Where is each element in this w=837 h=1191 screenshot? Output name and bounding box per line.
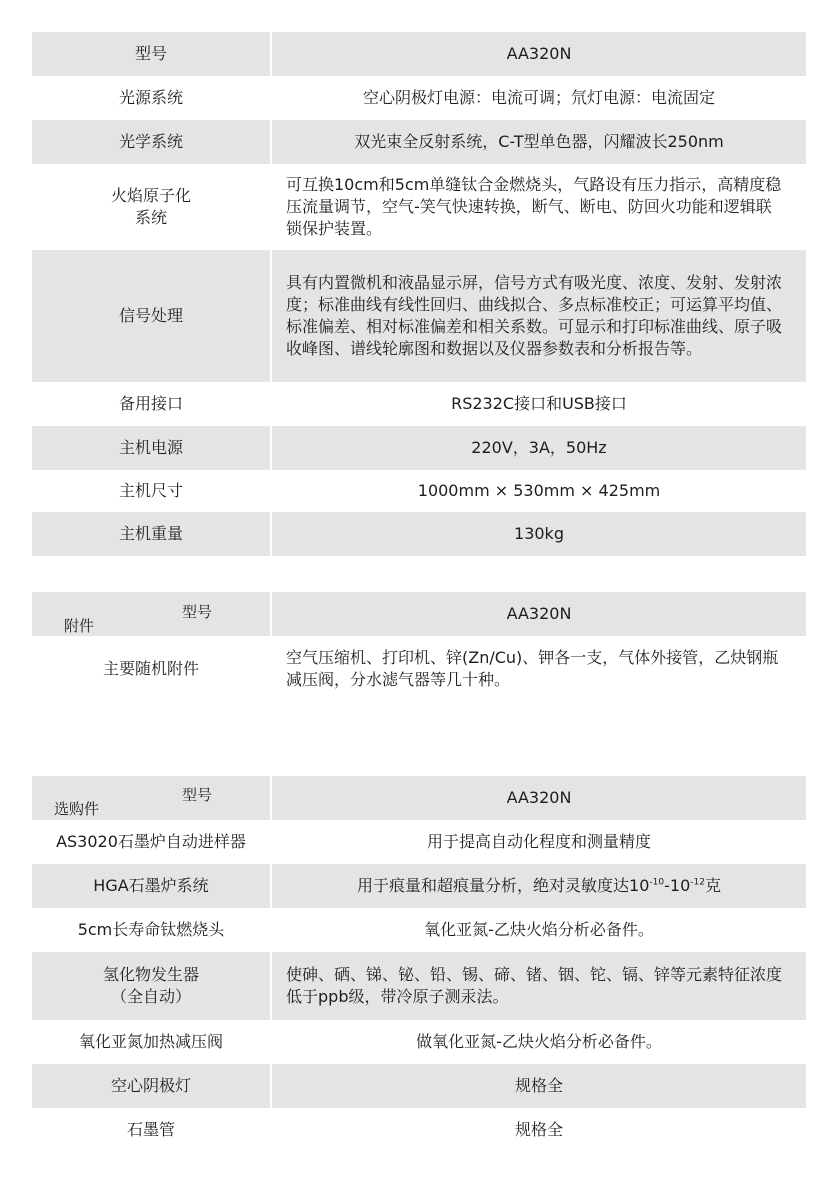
table-row [32, 908, 806, 952]
row-value: 1000mm × 530mm × 425mm [417, 481, 661, 500]
value-text: -10 [664, 876, 691, 895]
table-row [32, 382, 806, 426]
row-label: 石墨管 [126, 1120, 175, 1139]
row-value: 空心阴极灯电源：电流可调；氘灯电源：电流固定 [362, 88, 715, 107]
row-label: 型号 [134, 44, 167, 63]
row-label: 主机重量 [118, 524, 183, 543]
row-value: 氧化亚氮-乙炔火焰分析必备件。 [424, 920, 654, 939]
row-value: 做氧化亚氮-乙炔火焰分析必备件。 [416, 1032, 662, 1051]
row-value: 空气压缩机、打印机、锌(Zn/Cu)、钾各一支，气体外接管，乙炔钢瓶减压阀，分水滤气器等几十种。 [286, 648, 779, 689]
row-label: AS3020石墨炉自动进样器 [56, 832, 246, 851]
table-row [32, 1020, 806, 1064]
table-row [32, 250, 806, 382]
table-row [32, 426, 806, 470]
row-label: HGA石墨炉系统 [93, 876, 209, 895]
header-value: AA320N [506, 788, 572, 807]
table-header-row [32, 592, 806, 636]
row-label: 氢化物发生器 （全自动） [102, 965, 199, 1006]
value-text: 用于痕量和超痕量分析，绝对灵敏度达10 [357, 876, 650, 895]
row-label: 氧化亚氮加热减压阀 [78, 1032, 223, 1051]
row-value: 规格全 [514, 1076, 563, 1095]
value-text: 克 [704, 876, 721, 895]
row-label: 光源系统 [118, 88, 183, 107]
row-value [272, 875, 806, 897]
table-row [32, 636, 806, 702]
row-label: 信号处理 [118, 306, 183, 325]
corner-header-bottom: 选购件 [54, 800, 100, 818]
row-value: 规格全 [514, 1120, 563, 1139]
corner-header-top: 型号 [182, 603, 213, 621]
exponent: -12 [690, 877, 705, 888]
corner-header-bottom: 附件 [64, 617, 95, 635]
corner-header [32, 592, 270, 636]
optional-table [32, 776, 806, 1152]
table-row [32, 512, 806, 556]
row-value: 可互换10cm和5cm单缝钛合金燃烧头，气路设有压力指示，高精度稳压流量调节，空气-笑气快速转换，断气、断电、防回火功能和逻辑联锁保护装置。 [286, 175, 782, 238]
header-value: AA320N [506, 604, 572, 623]
row-value: 具有内置微机和液晶显示屏，信号方式有吸光度、浓度、发射、发射浓度；标准曲线有线性回归、曲线拟合、多点标准校正；可运算平均值、标准偏差、相对标准偏差和相关系数。可显示和打印标准曲线、原子吸收峰图、谱线轮廓图和数据以及仪器参数表和分析报告等。 [286, 273, 783, 358]
row-label: 光学系统 [118, 132, 183, 151]
row-label: 备用接口 [118, 394, 183, 413]
row-value: 使砷、硒、锑、铋、铅、锡、碲、锗、铟、铊、镉、锌等元素特征浓度低于ppb级，带冷原子测汞法。 [286, 965, 783, 1006]
accessory-table [32, 592, 806, 702]
table-row [32, 120, 806, 164]
table-row [32, 864, 806, 908]
row-value: 双光束全反射系统，C-T型单色器，闪耀波长250nm [354, 132, 724, 151]
table-row [32, 470, 806, 512]
table-header-row [32, 776, 806, 820]
row-label: 5cm长寿命钛燃烧头 [77, 920, 225, 939]
table-row [32, 164, 806, 250]
row-label: 主机电源 [118, 438, 183, 457]
row-value: 130kg [514, 524, 564, 543]
table-row [32, 32, 806, 76]
table-row [32, 76, 806, 120]
row-value: 用于提高自动化程度和测量精度 [426, 832, 651, 851]
row-label: 火焰原子化 系统 [110, 186, 191, 227]
corner-header [32, 776, 270, 820]
table-row [32, 820, 806, 864]
row-label: 空心阴极灯 [110, 1076, 191, 1095]
row-value: RS232C接口和USB接口 [451, 394, 627, 413]
row-label: 主机尺寸 [118, 481, 183, 500]
table-row [32, 952, 806, 1020]
row-label: 主要随机附件 [102, 659, 199, 678]
row-value: AA320N [506, 44, 572, 63]
spec-table [32, 32, 806, 556]
corner-header-top: 型号 [182, 786, 213, 804]
row-value: 220V，3A，50Hz [471, 438, 607, 457]
table-row [32, 1064, 806, 1108]
exponent: -10 [649, 877, 665, 888]
table-row [32, 1108, 806, 1152]
